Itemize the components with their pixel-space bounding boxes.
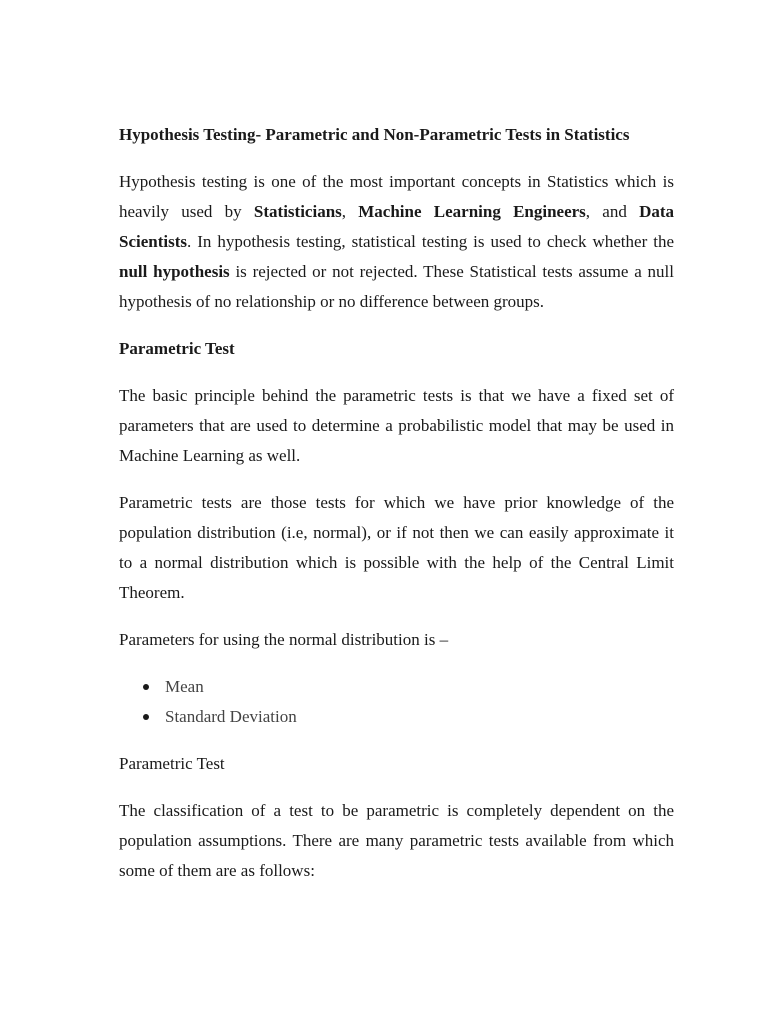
parameters-list: [119, 672, 674, 732]
list-item-label: Standard Deviation: [165, 707, 297, 726]
intro-text-2: ,: [341, 202, 359, 221]
intro-bold-data-scientists: Data Scientists: [119, 202, 675, 251]
bullet-icon: [143, 714, 149, 720]
list-item-label: Mean: [165, 677, 204, 696]
intro-text-4: . In hypothesis testing, statistical testing is used to check whether the: [187, 232, 674, 251]
list-item: [119, 702, 674, 732]
intro-bold-null-hypothesis: null hypothesis: [119, 262, 230, 281]
intro-text-1: Hypothesis testing is one of the most important concepts in Statistics which is heavily used by: [119, 172, 674, 221]
document-title: Hypothesis Testing- Parametric and Non-Parametric Tests in Statistics: [119, 125, 630, 144]
intro-text-3: , and: [585, 202, 640, 221]
document-page: [119, 120, 674, 903]
list-item: [119, 672, 674, 702]
intro-paragraph: [119, 167, 674, 317]
bullet-icon: [143, 684, 149, 690]
intro-bold-ml-engineers: Machine Learning Engineers: [358, 202, 586, 221]
paragraph-classification: The classification of a test to be parametric is completely dependent on the population assumptions. There are many parametric tests available from which some of them are as follows:: [119, 801, 674, 880]
section-heading-parametric-test: Parametric Test: [119, 339, 235, 358]
paragraph-basic-principle: The basic principle behind the parametric tests is that we have a fixed set of parameters that are used to determine a probabilistic model that may be used in Machine Learning as well.: [119, 386, 674, 465]
subheading-parametric-test: Parametric Test: [119, 754, 225, 773]
intro-text-5: is rejected or not rejected. These Statistical tests assume a null hypothesis of no relationship or no difference between groups.: [119, 262, 674, 311]
paragraph-parametric-definition: Parametric tests are those tests for which we have prior knowledge of the population distribution (i.e, normal), or if not then we can easily approximate it to a normal distribution which is possible with the help of the Central Limit Theorem.: [119, 493, 674, 602]
intro-bold-statisticians: Statisticians: [253, 202, 342, 221]
paragraph-parameters-intro: Parameters for using the normal distribution is –: [119, 630, 449, 649]
